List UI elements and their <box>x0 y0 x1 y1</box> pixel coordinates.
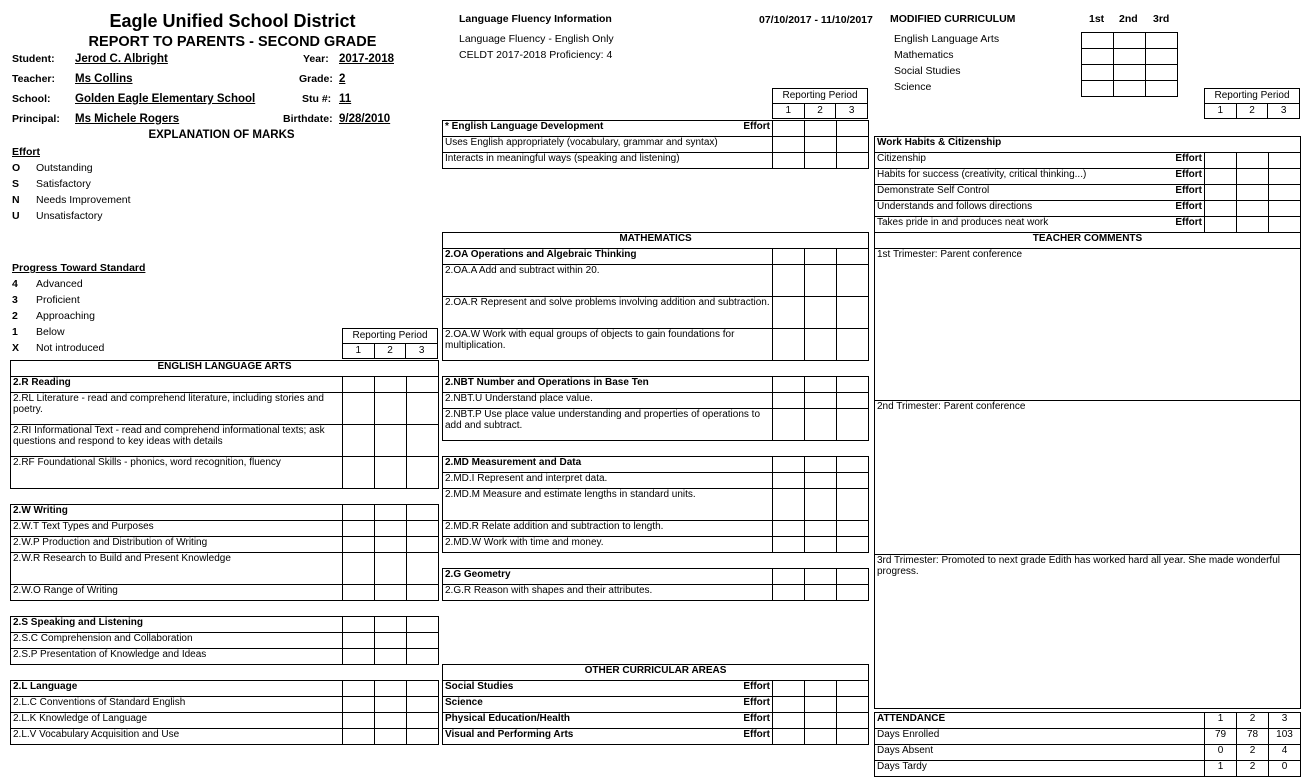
student-name: Jerod C. Albright <box>75 53 168 65</box>
legend-item: N Needs Improvement <box>12 194 131 206</box>
right-reporting-period: Reporting Period 1 2 3 <box>1204 88 1300 119</box>
grade-label: Grade: <box>299 73 333 85</box>
standard-row: 2.MD.R Relate addition and subtraction to length. <box>443 521 773 537</box>
ela-table <box>10 360 439 745</box>
standard-row: 2.OA.A Add and subtract within 20. <box>443 265 773 297</box>
standard-row: 2.MD.M Measure and estimate lengths in standard units. <box>443 489 773 521</box>
attendance-title: ATTENDANCE <box>875 713 1205 729</box>
standard-row: 2.W.O Range of Writing <box>11 585 343 601</box>
habit-row: Habits for success (creativity, critical thinking...) Effort <box>875 169 1205 185</box>
legend-item: 4 Advanced <box>12 278 83 290</box>
middle-reporting-period: Reporting Period 1 2 3 <box>772 88 868 119</box>
other-areas-title: OTHER CURRICULAR AREAS <box>443 665 869 681</box>
work-habits-table <box>874 136 1301 233</box>
attendance-table: ATTENDANCE 1 2 3 Days Enrolled 79 78 103 Days Absent 0 2 4 Days Tardy 1 2 0 <box>874 712 1301 777</box>
modified-col-1st: 1st <box>1089 13 1105 25</box>
standard-row: 2.MD.W Work with time and money. <box>443 537 773 553</box>
subject-row: Social Studies Effort <box>443 681 773 697</box>
teacher-label: Teacher: <box>12 73 55 85</box>
legend-item: S Satisfactory <box>12 178 91 190</box>
modified-item: Social Studies <box>894 65 961 77</box>
subject-row: Physical Education/Health Effort <box>443 713 773 729</box>
attendance-row: Days Absent <box>875 745 1205 761</box>
report-title: REPORT TO PARENTS - SECOND GRADE <box>88 34 377 50</box>
standard-row: 2.W.T Text Types and Purposes <box>11 521 343 537</box>
school-year: 2017-2018 <box>339 53 394 65</box>
birthdate-value: 9/28/2010 <box>339 113 391 125</box>
fluency-dates: 07/10/2017 - 11/10/2017 <box>759 14 873 26</box>
standard-heading: 2.NBT Number and Operations in Base Ten <box>443 377 773 393</box>
modified-col-3rd: 3rd <box>1153 13 1170 25</box>
standard-heading: 2.L Language <box>11 681 343 697</box>
fluency-line: CELDT 2017-2018 Proficiency: 4 <box>459 49 613 61</box>
modified-item: English Language Arts <box>894 33 1000 45</box>
work-habits-title: Work Habits & Citizenship <box>875 137 1301 153</box>
comment-trimester-1: 1st Trimester: Parent conference <box>875 249 1301 401</box>
standard-heading: 2.MD Measurement and Data <box>443 457 773 473</box>
attendance-row: Days Tardy <box>875 761 1205 777</box>
ela-reporting-period: Reporting Period 1 2 3 <box>342 328 438 359</box>
standard-row: 2.RI Informational Text - read and comprehend informational texts; ask questions and respond to key ideas with details <box>11 425 343 457</box>
ela-title: ENGLISH LANGUAGE ARTS <box>11 361 439 377</box>
fluency-title: Language Fluency Information <box>459 13 612 25</box>
standard-row: Uses English appropriately (vocabulary, grammar and syntax) <box>443 137 773 153</box>
habit-row: Understands and follows directions Effort <box>875 201 1205 217</box>
subject-row: Visual and Performing Arts Effort <box>443 729 773 745</box>
standard-row: 2.W.R Research to Build and Present Knowledge <box>11 553 343 585</box>
standard-row: 2.NBT.P Use place value understanding and properties of operations to add and subtract. <box>443 409 773 441</box>
school-name: Golden Eagle Elementary School <box>75 93 256 105</box>
standard-heading: 2.W Writing <box>11 505 343 521</box>
habit-row: Citizenship Effort <box>875 153 1205 169</box>
district-name: Eagle Unified School District <box>109 11 356 31</box>
standard-heading: 2.S Speaking and Listening <box>11 617 343 633</box>
subject-row: Science Effort <box>443 697 773 713</box>
legend-item: X Not introduced <box>12 342 105 354</box>
standard-heading: 2.G Geometry <box>443 569 773 585</box>
standard-row: 2.MD.I Represent and interpret data. <box>443 473 773 489</box>
modified-grid <box>1081 32 1178 97</box>
standard-heading: 2.OA Operations and Algebraic Thinking <box>443 249 773 265</box>
fluency-line: Language Fluency - English Only <box>459 33 614 45</box>
birthdate-label: Birthdate: <box>283 113 333 125</box>
standard-row: 2.L.C Conventions of Standard English <box>11 697 343 713</box>
year-label: Year: <box>303 53 329 65</box>
habit-row: Takes pride in and produces neat work Effort <box>875 217 1205 233</box>
legend-item: 2 Approaching <box>12 310 95 322</box>
modified-col-2nd: 2nd <box>1119 13 1138 25</box>
standard-row: 2.W.P Production and Distribution of Writing <box>11 537 343 553</box>
standard-row: 2.S.P Presentation of Knowledge and Ideas <box>11 649 343 665</box>
principal-name: Ms Michele Rogers <box>75 113 180 125</box>
standard-row: 2.NBT.U Understand place value. <box>443 393 773 409</box>
standard-row: 2.RL Literature - read and comprehend literature, including stories and poetry. <box>11 393 343 425</box>
modified-title: MODIFIED CURRICULUM <box>890 13 1016 25</box>
progress-legend-title: Progress Toward Standard <box>12 262 146 274</box>
principal-label: Principal: <box>12 113 60 125</box>
grade-value: 2 <box>339 73 346 85</box>
marks-title: EXPLANATION OF MARKS <box>148 129 295 141</box>
standard-row: 2.G.R Reason with shapes and their attributes. <box>443 585 773 601</box>
comment-trimester-2: 2nd Trimester: Parent conference <box>875 401 1301 555</box>
teacher-name: Ms Collins <box>75 73 133 85</box>
standard-row: 2.S.C Comprehension and Collaboration <box>11 633 343 649</box>
teacher-comments <box>874 232 1301 709</box>
legend-item: 1 Below <box>12 326 65 338</box>
standard-row: 2.L.V Vocabulary Acquisition and Use <box>11 729 343 745</box>
student-label: Student: <box>12 53 55 65</box>
student-number: 11 <box>339 93 352 105</box>
standard-row: 2.OA.R Represent and solve problems involving addition and subtraction. <box>443 297 773 329</box>
modified-item: Science <box>894 81 932 93</box>
attendance-row: Days Enrolled <box>875 729 1205 745</box>
eld-table: * English Language Development Effort Uses English appropriately (vocabulary, grammar and syntax) Interacts in meaningful ways (speaking and listening) <box>442 120 869 169</box>
standard-row: 2.RF Foundational Skills - phonics, word recognition, fluency <box>11 457 343 489</box>
stu-label: Stu #: <box>302 93 332 105</box>
math-table <box>442 232 869 601</box>
standard-row: 2.L.K Knowledge of Language <box>11 713 343 729</box>
legend-item: 3 Proficient <box>12 294 80 306</box>
other-areas-table <box>442 664 869 745</box>
effort-legend-title: Effort <box>12 146 40 158</box>
modified-item: Mathematics <box>894 49 954 61</box>
school-label: School: <box>12 93 51 105</box>
habit-row: Demonstrate Self Control Effort <box>875 185 1205 201</box>
standard-row: Interacts in meaningful ways (speaking and listening) <box>443 153 773 169</box>
standard-heading: 2.R Reading <box>11 377 343 393</box>
progress-legend <box>12 276 212 356</box>
legend-item: O Outstanding <box>12 162 93 174</box>
legend-item: U Unsatisfactory <box>12 210 103 222</box>
comment-trimester-3: 3rd Trimester: Promoted to next grade Edith has worked hard all year. She made wonderful progress. <box>875 555 1301 709</box>
standard-row: 2.OA.W Work with equal groups of objects to gain foundations for multiplication. <box>443 329 773 361</box>
effort-legend <box>12 160 212 224</box>
math-title: MATHEMATICS <box>443 233 869 249</box>
comments-title: TEACHER COMMENTS <box>875 233 1301 249</box>
